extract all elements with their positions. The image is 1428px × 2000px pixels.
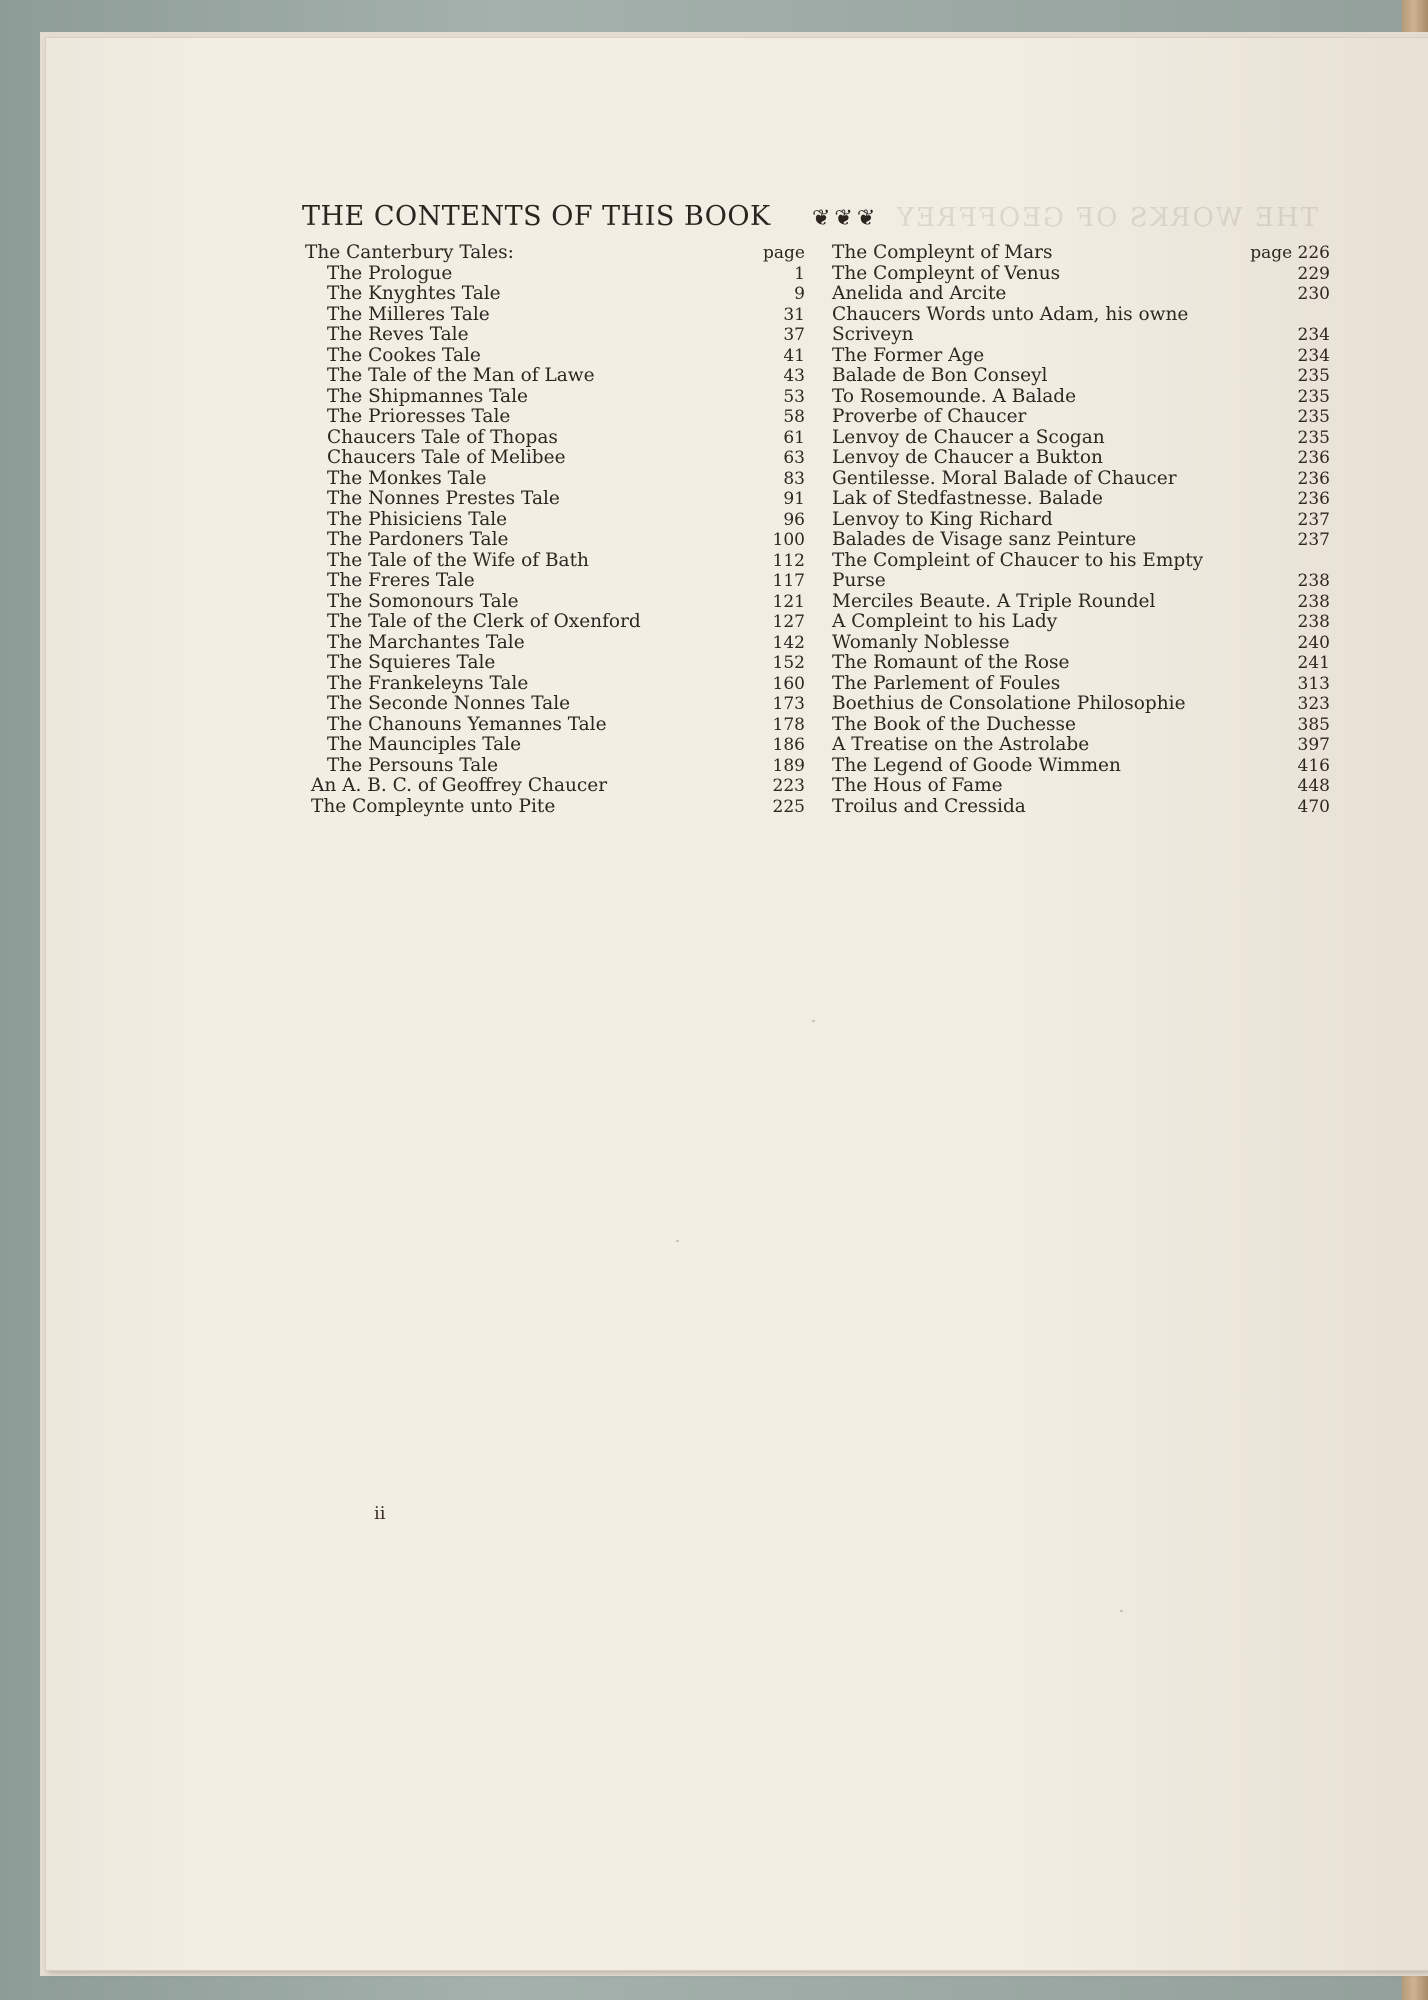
- entry-page-number: 236: [1297, 448, 1330, 468]
- contents-entry: [305, 243, 805, 264]
- contents-entry: [832, 346, 1330, 367]
- contents-entry: [305, 387, 805, 408]
- entry-title: The Reves Tale: [327, 324, 469, 345]
- entry-title: The Romaunt of the Rose: [832, 652, 1070, 673]
- entry-title: Chaucers Words unto Adam, his owne: [832, 303, 1189, 325]
- contents-entry: [832, 325, 1330, 346]
- contents-entry: [832, 407, 1330, 428]
- entry-title: The Tale of the Clerk of Oxenford: [327, 611, 641, 632]
- entry-title: To Rosemounde. A Balade: [832, 385, 1077, 407]
- entry-page-number: 236: [1297, 489, 1330, 509]
- contents-entry: [832, 715, 1330, 736]
- contents-right-column: [832, 243, 1330, 817]
- entry-page-number: 240: [1297, 632, 1330, 653]
- entry-title: Anelida and Arcite: [832, 283, 1007, 304]
- contents-entry: [832, 264, 1330, 285]
- contents-entry: [305, 264, 805, 285]
- contents-entry: [832, 776, 1330, 797]
- entry-page-number: 238: [1297, 571, 1330, 591]
- entry-title: The Pardoners Tale: [327, 529, 509, 550]
- entry-title: The Prologue: [327, 262, 453, 284]
- entry-title: The Knyghtes Tale: [327, 283, 501, 304]
- entry-page-number: 235: [1297, 386, 1330, 407]
- entry-title: The Prioresses Tale: [327, 406, 511, 427]
- entry-page-number: 178: [772, 714, 805, 735]
- entry-title: The Hous of Fame: [832, 775, 1003, 796]
- contents-entry: [305, 756, 805, 777]
- contents-entry: [305, 735, 805, 756]
- entry-page-number: 416: [1297, 755, 1330, 776]
- contents-entry: [832, 735, 1330, 756]
- entry-page-number: 41: [783, 345, 805, 366]
- paper-speck: [1120, 1610, 1123, 1612]
- contents-entry: [305, 489, 805, 510]
- entry-page-number: 237: [1297, 509, 1330, 530]
- entry-page-number: 152: [772, 653, 805, 673]
- contents-entry: [305, 571, 805, 592]
- showthrough-text: THE WORKS OF GEOFFREY: [895, 203, 1318, 233]
- entry-page-number: 229: [1297, 263, 1330, 284]
- contents-entry: [832, 530, 1330, 551]
- contents-entry: [305, 530, 805, 551]
- contents-entry: [305, 551, 805, 572]
- entry-title: The Canterbury Tales:: [305, 242, 514, 263]
- entry-title: The Former Age: [832, 344, 985, 366]
- entry-page-number: 234: [1297, 345, 1330, 366]
- entry-page-number: 53: [783, 386, 805, 407]
- entry-page-number: 121: [772, 591, 805, 612]
- entry-title: The Compleynt of Mars: [832, 242, 1053, 263]
- contents-entry: [832, 243, 1330, 264]
- entry-title: Gentilesse. Moral Balade of Chaucer: [832, 467, 1177, 489]
- contents-entry: [832, 633, 1330, 654]
- paper-speck: [676, 1240, 679, 1242]
- contents-entry: [305, 366, 805, 387]
- entry-page-number: 223: [772, 776, 805, 796]
- contents-entry: [832, 653, 1330, 674]
- entry-title: The Milleres Tale: [327, 303, 490, 325]
- entry-page-number: 142: [772, 632, 805, 653]
- contents-entry: [305, 797, 805, 818]
- entry-page-number: page 226: [1250, 243, 1330, 263]
- contents-entry: [305, 694, 805, 715]
- contents-entry: [832, 489, 1330, 510]
- contents-entry: [832, 694, 1330, 715]
- contents-entry: [305, 428, 805, 449]
- entry-title: The Compleynte unto Pite: [311, 795, 556, 817]
- entry-page-number: 397: [1297, 735, 1330, 755]
- entry-title: The Squieres Tale: [327, 652, 496, 673]
- entry-title: The Tale of the Wife of Bath: [327, 549, 589, 571]
- contents-entry: [832, 366, 1330, 387]
- entry-title: Proverbe of Chaucer: [832, 406, 1027, 427]
- entry-title: Merciles Beaute. A Triple Roundel: [832, 590, 1156, 612]
- leaf-ornaments: ❦❦❦: [812, 206, 880, 231]
- entry-title: The Monkes Tale: [327, 467, 487, 489]
- entry-page-number: 236: [1297, 468, 1330, 489]
- entry-page-number: 235: [1297, 407, 1330, 427]
- entry-title: Chaucers Tale of Melibee: [327, 447, 566, 468]
- page-title: THE CONTENTS OF THIS BOOK: [302, 201, 771, 232]
- entry-title: The Book of the Duchesse: [832, 713, 1076, 735]
- contents-entry: [305, 776, 805, 797]
- entry-title: The Persouns Tale: [327, 754, 499, 776]
- entry-page-number: 61: [783, 427, 805, 448]
- entry-title: The Chanouns Yemannes Tale: [327, 713, 607, 735]
- entry-page-number: 43: [783, 366, 805, 386]
- entry-title: The Legend of Goode Wimmen: [832, 754, 1121, 776]
- entry-title: The Nonnes Prestes Tale: [327, 488, 560, 509]
- entry-page-number: 1: [794, 263, 805, 284]
- contents-entry: [305, 510, 805, 531]
- entry-page-number: 238: [1297, 591, 1330, 612]
- entry-title: The Freres Tale: [327, 570, 475, 591]
- entry-title: A Treatise on the Astrolabe: [832, 734, 1090, 755]
- contents-entry: [832, 571, 1330, 592]
- entry-page-number: 225: [772, 796, 805, 817]
- entry-page-number: 127: [772, 612, 805, 632]
- entry-title: The Marchantes Tale: [327, 631, 525, 653]
- entry-page-number: 9: [794, 284, 805, 304]
- folio-number: ii: [374, 1503, 386, 1524]
- entry-title: Troilus and Cressida: [832, 795, 1026, 817]
- entry-title: Lenvoy de Chaucer a Bukton: [832, 447, 1103, 468]
- entry-title: Chaucers Tale of Thopas: [327, 426, 558, 448]
- entry-page-number: 323: [1297, 694, 1330, 714]
- entry-page-number: 63: [783, 448, 805, 468]
- contents-entry: [305, 284, 805, 305]
- entry-title: An A. B. C. of Geoffrey Chaucer: [311, 775, 608, 796]
- entry-title: The Cookes Tale: [327, 344, 481, 366]
- entry-page-number: 234: [1297, 325, 1330, 345]
- contents-entry: [305, 674, 805, 695]
- entry-page-number: 100: [772, 530, 805, 550]
- contents-entry: [832, 305, 1330, 326]
- entry-title: The Phisiciens Tale: [327, 508, 508, 530]
- contents-entry: [832, 592, 1330, 613]
- entry-page-number: 37: [783, 325, 805, 345]
- entry-page-number: 189: [772, 755, 805, 776]
- entry-page-number: 31: [783, 304, 805, 325]
- entry-page-number: 96: [783, 509, 805, 530]
- contents-entry: [305, 346, 805, 367]
- contents-entry: [832, 387, 1330, 408]
- entry-title: Balade de Bon Conseyl: [832, 365, 1048, 386]
- entry-title: Boethius de Consolatione Philosophie: [832, 693, 1186, 714]
- contents-entry: [305, 305, 805, 326]
- entry-title: The Somonours Tale: [327, 590, 519, 612]
- entry-page-number: 385: [1297, 714, 1330, 735]
- entry-page-number: 230: [1297, 284, 1330, 304]
- entry-title: The Maunciples Tale: [327, 734, 522, 755]
- entry-page-number: 160: [772, 673, 805, 694]
- contents-entry: [305, 612, 805, 633]
- entry-title: The Tale of the Man of Lawe: [327, 365, 595, 386]
- entry-title: The Shipmannes Tale: [327, 385, 528, 407]
- contents-entry: [305, 448, 805, 469]
- entry-title: The Compleint of Chaucer to his Empty: [832, 549, 1204, 571]
- contents-entry: [305, 469, 805, 490]
- contents-entry: [832, 510, 1330, 531]
- entry-title: Lenvoy de Chaucer a Scogan: [832, 426, 1105, 448]
- entry-page-number: 313: [1297, 673, 1330, 694]
- entry-page-number: 470: [1297, 796, 1330, 817]
- entry-title: Womanly Noblesse: [832, 631, 1010, 653]
- contents-entry: [832, 551, 1330, 572]
- contents-entry: [832, 448, 1330, 469]
- contents-entry: [305, 715, 805, 736]
- contents-entry: [305, 592, 805, 613]
- contents-entry: [832, 469, 1330, 490]
- contents-entry: [832, 428, 1330, 449]
- entry-page-number: 235: [1297, 427, 1330, 448]
- entry-page-number: 117: [772, 571, 805, 591]
- entry-title: The Compleynt of Venus: [832, 262, 1061, 284]
- entry-title: A Compleint to his Lady: [832, 611, 1058, 632]
- entry-page-number: 238: [1297, 612, 1330, 632]
- entry-page-number: 91: [783, 489, 805, 509]
- contents-entry: [305, 325, 805, 346]
- entry-title: Lenvoy to King Richard: [832, 508, 1053, 530]
- contents-entry: [832, 797, 1330, 818]
- contents-entry: [305, 633, 805, 654]
- entry-page-number: page: [763, 243, 805, 263]
- entry-title: The Parlement of Foules: [832, 672, 1061, 694]
- contents-entry: [832, 612, 1330, 633]
- entry-page-number: 235: [1297, 366, 1330, 386]
- entry-title: Scriveyn: [832, 324, 914, 345]
- entry-page-number: 112: [772, 550, 805, 571]
- contents-left-column: [305, 243, 805, 817]
- entry-title: Balades de Visage sanz Peinture: [832, 529, 1137, 550]
- contents-entry: [305, 653, 805, 674]
- contents-entry: [305, 407, 805, 428]
- entry-page-number: 173: [772, 694, 805, 714]
- entry-page-number: 237: [1297, 530, 1330, 550]
- entry-page-number: 241: [1297, 653, 1330, 673]
- entry-page-number: 83: [783, 468, 805, 489]
- entry-title: Lak of Stedfastnesse. Balade: [832, 488, 1103, 509]
- entry-page-number: 186: [772, 735, 805, 755]
- contents-entry: [832, 284, 1330, 305]
- entry-page-number: 58: [783, 407, 805, 427]
- contents-entry: [832, 756, 1330, 777]
- paper-speck: [812, 1020, 815, 1022]
- entry-title: The Seconde Nonnes Tale: [327, 693, 571, 714]
- entry-title: The Frankeleyns Tale: [327, 672, 529, 694]
- contents-entry: [832, 674, 1330, 695]
- entry-title: Purse: [832, 570, 886, 591]
- entry-page-number: 448: [1297, 776, 1330, 796]
